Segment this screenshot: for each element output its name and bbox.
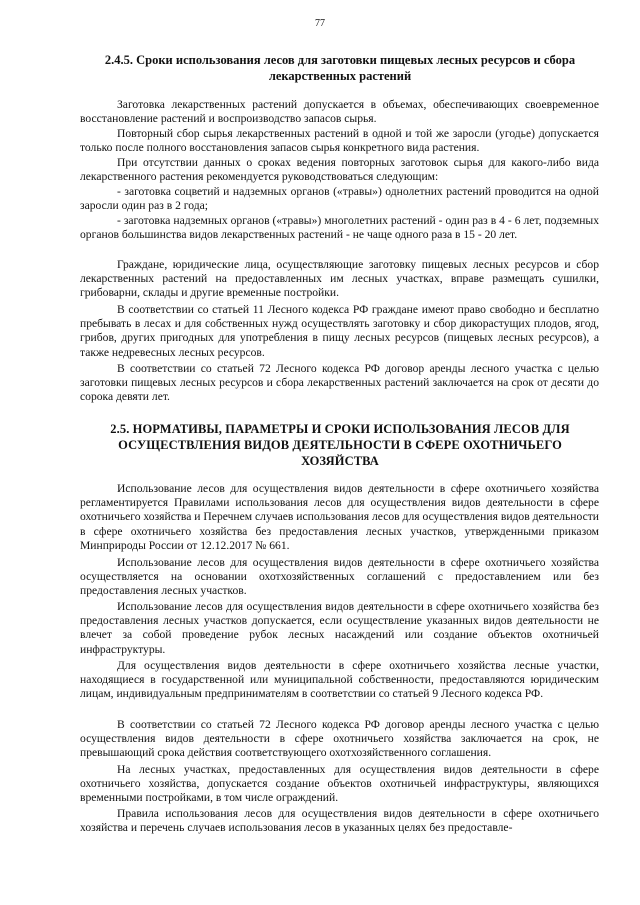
list-item: - заготовка соцветий и надземных органов («травы») однолетних растений проводится на одной заросли один раз в 2 года; xyxy=(80,185,599,213)
paragraph: Заготовка лекарственных растений допускается в объемах, обеспечивающих своевременное восстановление растений и воспроизводство запасов сырья. xyxy=(80,98,599,126)
section-title-2-4-5: 2.4.5. Сроки использования лесов для заготовки пищевых лесных ресурсов и сбора лекарственных растений xyxy=(104,53,576,83)
paragraph: Для осуществления видов деятельности в сфере охотничьего хозяйства лесные участки, находящиеся в государственной или муниципальной собственности, предоставляются юридическим лицам, индивидуальным предпринимателям в соответствии со статьей 9 Лесного кодекса РФ. xyxy=(80,659,599,701)
paragraph: При отсутствии данных о сроках ведения повторных заготовок сырья для какого-либо вида лекарственного растения рекомендуется руководствоваться следующим: xyxy=(80,156,599,184)
page-number: 77 xyxy=(315,18,325,29)
section-title-2-5: 2.5. НОРМАТИВЫ, ПАРАМЕТРЫ И СРОКИ ИСПОЛЬЗОВАНИЯ ЛЕСОВ ДЛЯ ОСУЩЕСТВЛЕНИЯ ВИДОВ ДЕЯТЕЛЬНОСТИ В СФЕРЕ ОХОТНИЧЬЕГО ХОЗЯЙСТВА xyxy=(110,422,570,468)
paragraph: Использование лесов для осуществления видов деятельности в сфере охотничьего хозяйства без предоставления лесных участков допускается, если осуществление указанных видов деятельности не влечет за собой проведение рубок лесных насаждений или создание объектов охотничьей инфраструктуры. xyxy=(80,600,599,656)
paragraph: Использование лесов для осуществления видов деятельности в сфере охотничьего хозяйства осуществляется на основании охотхозяйственных соглашений с предоставлением или без предоставления лесных участков. xyxy=(80,556,599,598)
paragraph: Правила использования лесов для осуществления видов деятельности в сфере охотничьего хозяйства и перечень случаев использования лесов в указанных целях без предоставле- xyxy=(80,807,599,835)
paragraph: Граждане, юридические лица, осуществляющие заготовку пищевых лесных ресурсов и сбор лекарственных растений на предоставленных им лесных участках, вправе размещать сушилки, грибоварни, склады и другие временные постройки. xyxy=(80,258,599,300)
paragraph: Использование лесов для осуществления видов деятельности в сфере охотничьего хозяйства регламентируется Правилами использования лесов для осуществления видов деятельности в сфере охотничьего хозяйства и Перечнем случаев использования лесов для осуществления видов деятельности в сфере охотничьего хозяйства без предоставления лесных участков, утвержденными приказом Минприроды России от 12.12.2017 № 661. xyxy=(80,482,599,552)
paragraph: Повторный сбор сырья лекарственных растений в одной и той же заросли (угодье) допускается только после полного восстановления запасов сырья конкретного вида растения. xyxy=(80,127,599,155)
paragraph: В соответствии со статьей 72 Лесного кодекса РФ договор аренды лесного участка с целью осуществления видов деятельности в сфере охотничьего хозяйства заключается на срок, не превышающий срока действия соответствующего охотхозяйственного соглашения. xyxy=(80,718,599,760)
paragraph: В соответствии со статьей 11 Лесного кодекса РФ граждане имеют право свободно и бесплатно пребывать в лесах и для собственных нужд осуществлять заготовку и сбор дикорастущих плодов, ягод, грибов, других пригодных для употребления в пищу лесных ресурсов (пищевых лесных ресурсов), а также недревесных лесных ресурсов. xyxy=(80,303,599,359)
paragraph: В соответствии со статьей 72 Лесного кодекса РФ договор аренды лесного участка с целью заготовки пищевых лесных ресурсов и сбора лекарственных растений заключается на срок от десяти до сорока девяти лет. xyxy=(80,362,599,404)
paragraph: На лесных участках, предоставленных для осуществления видов деятельности в сфере охотничьего хозяйства, допускается создание объектов охотничьей инфраструктуры, являющихся временными постройками, в том числе ограждений. xyxy=(80,763,599,805)
list-item: - заготовка надземных органов («травы») многолетних растений - один раз в 4 - 6 лет, подземных органов большинства видов лекарственных растений - не чаще одного раза в 15 - 20 лет. xyxy=(80,214,599,242)
